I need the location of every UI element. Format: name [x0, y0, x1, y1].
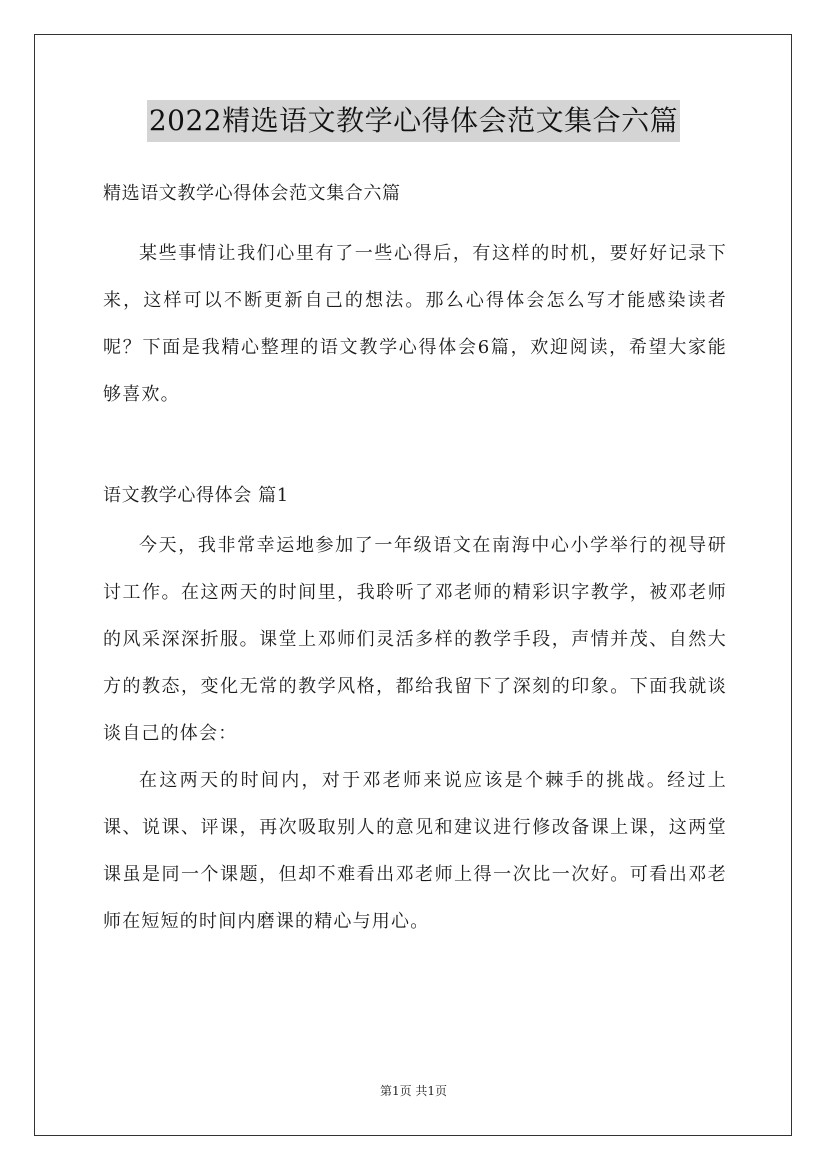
- title-container: [0, 100, 827, 142]
- page-footer: 第1页 共1页: [379, 1084, 448, 1098]
- section-paragraph-1: 今天，我非常幸运地参加了一年级语文在南海中心小学举行的视导研讨工作。在这两天的时间里，我聆听了邓老师的精彩识字教学，被邓老师的风采深深折服。课堂上邓师们灵活多样的教学手段，声情并茂、自然大方的教态，变化无常的教学风格，都给我留下了深刻的印象。下面我就谈谈自己的体会：: [103, 535, 727, 744]
- document-title: 2022精选语文教学心得体会范文集合六篇: [147, 100, 680, 142]
- intro-paragraph: 某些事情让我们心里有了一些心得后，有这样的时机，要好好记录下来，这样可以不断更新自己的想法。那么心得体会怎么写才能感染读者呢？下面是我精心整理的语文教学心得体会6篇，欢迎阅读，希望大家能够喜欢。: [103, 243, 727, 405]
- document-subtitle: 精选语文教学心得体会范文集合六篇: [103, 183, 401, 204]
- section-heading: 语文教学心得体会 篇1: [103, 485, 289, 506]
- document-body: [103, 176, 727, 945]
- section-paragraph-2: 在这两天的时间内，对于邓老师来说应该是个棘手的挑战。经过上课、说课、评课，再次吸取别人的意见和建议进行修改备课上课，这两堂课虽是同一个课题，但却不难看出邓老师上得一次比一次好。可看出邓老师在短短的时间内磨课的精心与用心。: [103, 770, 727, 932]
